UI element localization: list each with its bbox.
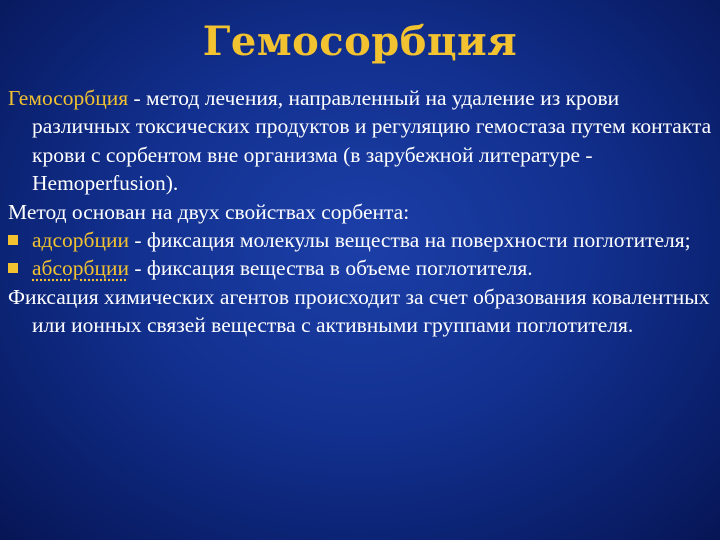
- method-intro: Метод основан на двух свойствах сорбента:: [8, 199, 410, 224]
- bullet-item-absorption: [8, 254, 714, 282]
- slide-body: [8, 84, 714, 340]
- definition-paragraph: [8, 84, 714, 198]
- bullet-term-adsorption: адсорбции: [32, 228, 129, 253]
- bullet-text-adsorption: - фиксация молекулы вещества на поверхности поглотителя;: [128, 228, 691, 253]
- bullet-term-absorption: абсорбции: [32, 256, 129, 281]
- bullet-text-absorption: - фиксация вещества в объеме поглотителя.: [128, 256, 533, 281]
- slide-title: Гемосорбция: [202, 18, 518, 65]
- conclusion-paragraph: Фиксация химических агентов происходит за счет образования ковалентных или ионных связей вещества с активными группами поглотителя.: [8, 284, 710, 338]
- square-bullet-icon: [8, 235, 18, 245]
- definition-text: - метод лечения, направленный на удаление из крови различных токсических продуктов и регуляцию гемостаза путем контакта крови с сорбентом вне организма (в зарубежной литературе -Hemoperfusion).: [32, 86, 712, 196]
- square-bullet-icon: [8, 263, 18, 273]
- definition-term: Гемосорбция: [8, 86, 129, 110]
- bullet-item-adsorption: [8, 226, 714, 254]
